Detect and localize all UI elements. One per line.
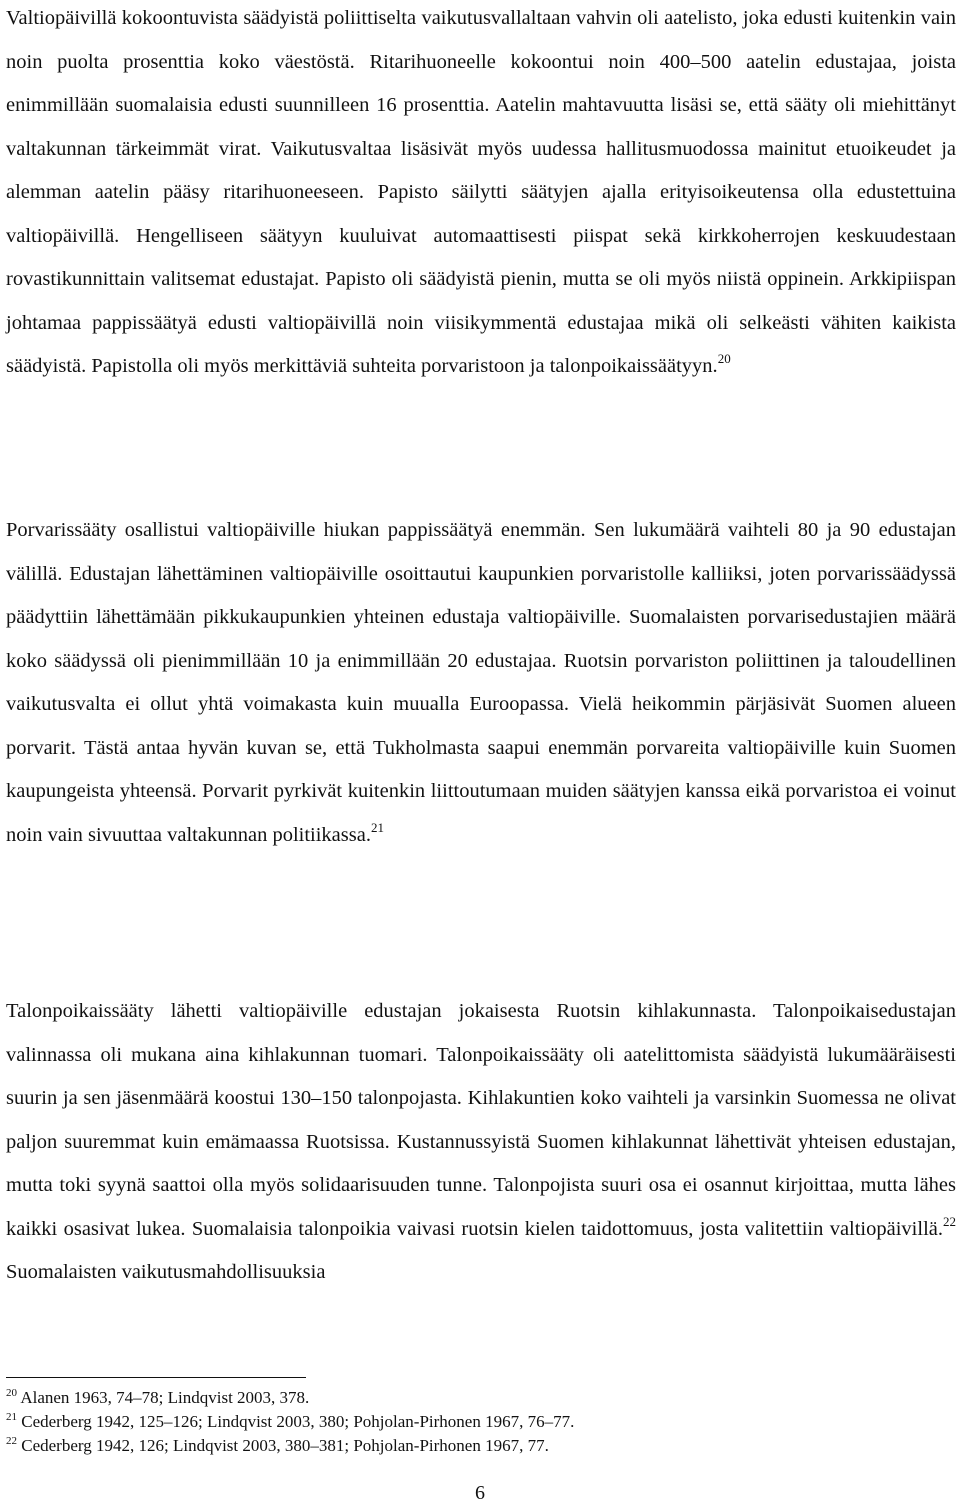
footnote-separator <box>6 1377 306 1378</box>
paragraph-text: Talonpoikaissääty lähetti valtiopäiville edustajan jokaisesta Ruotsin kihlakunnasta. Talonpoikaisedustajan valinnassa oli mukana aina kihlakunnan tuomari. Talonpoikaissääty oli aatelittomista säädyistä lukumääräisesti suurin ja sen jäsenmäärä koostui 130–150 talonpojasta. Kihlakuntien koko vaihteli ja varsinkin Suomessa ne olivat paljon suuremmat kuin emämaassa Ruotsissa. Kustannussyistä Suomen kihlakunnat lähettivät yhteisen edustajan, mutta toki syynä saattoi olla myös solidaarisuuden tunne. Talonpojista suuri osa ei osannut kirjoittaa, mutta lähes kaikki osasivat lukea. Suomalaisia talonpoikia vaivasi ruotsin kielen taidottomuus, josta valitettiin valtiopäivillä. <box>6 1000 956 1240</box>
footnote-number: 20 <box>6 1387 17 1399</box>
footnote-text: Alanen 1963, 74–78; Lindqvist 2003, 378. <box>20 1388 310 1407</box>
footnote-20 <box>6 1386 956 1410</box>
footnote-22 <box>6 1434 956 1458</box>
footnotes <box>6 1386 956 1458</box>
footnote-reference[interactable]: 22 <box>943 1213 956 1229</box>
footnote-text: Cederberg 1942, 126; Lindqvist 2003, 380–381; Pohjolan-Pirhonen 1967, 77. <box>21 1436 549 1455</box>
footnote-text: Cederberg 1942, 125–126; Lindqvist 2003, 380; Pohjolan-Pirhonen 1967, 76–77. <box>21 1412 575 1431</box>
footnote-number: 22 <box>6 1435 17 1447</box>
footnote-reference[interactable]: 20 <box>717 351 731 366</box>
footnote-number: 21 <box>6 1411 17 1423</box>
paragraph-peasants <box>6 990 956 1295</box>
paragraph-nobility-clergy <box>6 0 956 389</box>
footnote-21 <box>6 1410 956 1434</box>
paragraph-text-continued: Suomalaisten vaikutusmahdollisuuksia <box>6 1261 326 1283</box>
paragraph-burghers <box>6 509 956 857</box>
paragraph-text: Valtiopäivillä kokoontuvista säädyistä poliittiselta vaikutusvallaltaan vahvin oli aatelisto, joka edusti kuitenkin vain noin puolta prosenttia koko väestöstä. Ritarihuoneelle kokoontui noin 400–500 aatelin edustajaa, joista enimmillään suomalaisia edusti suunnilleen 16 prosenttia. Aatelin mahtavuutta lisäsi se, että sääty oli miehittänyt valtakunnan tärkeimmät virat. Vaikutusvaltaa lisäsivät myös uudessa hallitusmuodossa mainitut etuoikeudet ja alemman aatelin pääsy ritarihuoneeseen. Papisto säilytti säätyjen ajalla erityisoikeutensa olla edustettuina valtiopäivillä. Hengelliseen säätyyn kuuluivat automaattisesti piispat sekä kirkkoherrojen keskuudestaan rovastikunnittain valitsemat edustajat. Papisto oli säädyistä pienin, mutta se oli myös niistä oppinein. Arkkipiispan johtamaa pappissäätyä edusti valtiopäivillä noin viisikymmentä edustajaa mikä oli selkeästi vähiten kaikista säädyistä. Papistolla oli myös merkittäviä suhteita porvaristoon ja talonpoikaissäätyyn. <box>6 7 956 377</box>
page-number: 6 <box>475 1482 485 1504</box>
footnote-reference[interactable]: 21 <box>370 819 384 835</box>
paragraph-text: Porvarissääty osallistui valtiopäiville hiukan pappissäätyä enemmän. Sen lukumäärä vaihteli 80 ja 90 edustajan välillä. Edustajan lähettäminen valtiopäiville osoittautui kaupunkien porvaristolle kalliiksi, joten porvarissäädyssä päädyttiin lähettämään pikkukaupunkien yhteinen edustaja valtiopäiville. Suomalaisten porvarisedustajien määrä koko säädyssä oli pienimmillään 10 ja enimmillään 20 edustajaa. Ruotsin porvariston poliittinen ja taloudellinen vaikutusvalta ei ollut yhtä voimakasta kuin muualla Euroopassa. Vielä heikommin pärjäsivät Suomen alueen porvarit. Tästä antaa hyvän kuvan se, että Tukholmasta saapui enemmän porvareita valtiopäiville kuin Suomen kaupungeista yhteensä. Porvarit pyrkivät kuitenkin liittoutumaan muiden säätyjen kanssa eikä porvaristoa ei voinut noin vain sivuuttaa valtakunnan politiikassa. <box>6 519 956 846</box>
